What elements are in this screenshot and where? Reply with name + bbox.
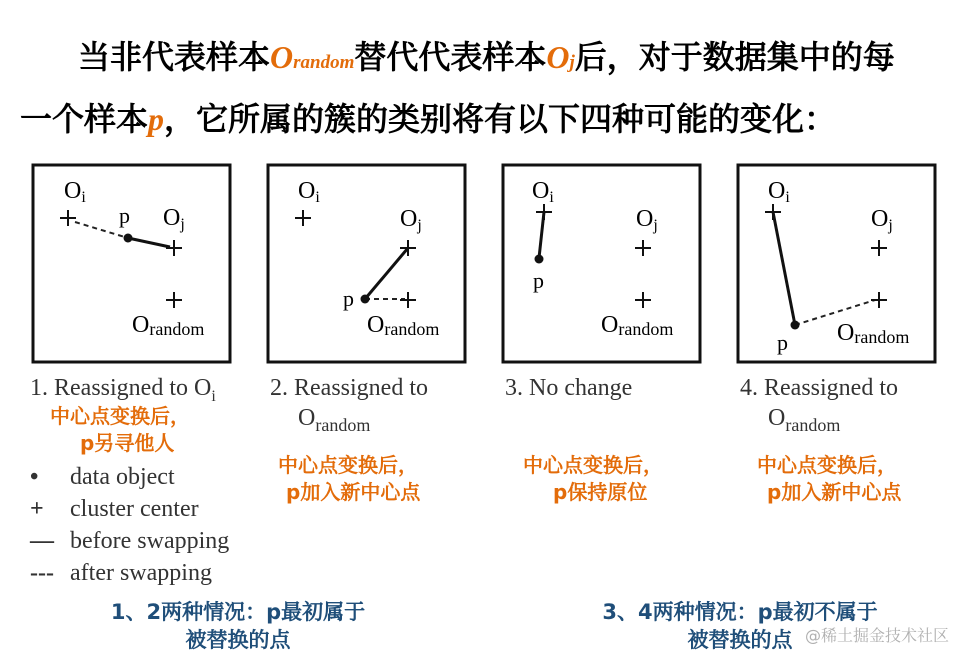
note-2 — [278, 452, 420, 506]
label-orandom: Orandom — [601, 312, 674, 339]
label-p: p — [119, 203, 130, 228]
legend-label: after swapping — [70, 560, 212, 586]
caption-4 — [740, 373, 898, 440]
legend-label: before swapping — [70, 528, 230, 554]
data-object-dot — [361, 295, 370, 304]
dot-icon: • — [30, 464, 39, 490]
center-oj-plus — [871, 240, 887, 256]
before-swap-line — [365, 248, 408, 299]
note-text: p另寻他人 — [80, 431, 175, 455]
caption-text: 3. No change — [505, 375, 633, 401]
caption-2 — [270, 373, 428, 440]
center-orandom-plus — [166, 292, 182, 308]
label-oj: Oj — [400, 206, 422, 234]
center-oj-plus — [635, 240, 651, 256]
note-4 — [757, 452, 901, 506]
label-oj: Oj — [636, 206, 658, 234]
legend-item-data-object — [30, 461, 229, 493]
note-text: p加入新中心点 — [767, 480, 902, 504]
summary-text: 被替换的点 — [687, 628, 793, 652]
panel-2 — [268, 165, 465, 362]
note-text: p加入新中心点 — [286, 480, 421, 504]
o-random-subscript: random — [293, 52, 355, 73]
caption-text: 2. Reassigned to — [270, 375, 428, 401]
label-oi: Oi — [298, 178, 320, 206]
center-orandom-plus — [635, 292, 651, 308]
label-orandom: Orandom — [132, 312, 205, 339]
heading-text: 替代代表样本 — [354, 38, 547, 76]
o-j-subscript: j — [569, 52, 575, 73]
label-p: p — [777, 330, 788, 355]
caption-text: O — [768, 405, 786, 431]
watermark: @稀土掘金技术社区 — [804, 626, 949, 645]
dashed-line-icon: --- — [30, 560, 54, 586]
caption-text: O — [298, 405, 316, 431]
legend-item-before-swapping — [30, 525, 229, 557]
label-oj: Oj — [871, 206, 893, 234]
label-oj: Oj — [163, 205, 185, 233]
heading-text: ，它所属的簇的类别将有以下四种可能的变化： — [164, 100, 837, 138]
label-orandom: Orandom — [367, 312, 440, 339]
before-swap-line — [539, 212, 544, 258]
note-text: 中心点变换后， — [50, 404, 190, 428]
caption-3 — [505, 373, 632, 403]
legend-item-after-swapping — [30, 557, 229, 589]
o-j-letter: O — [546, 39, 570, 75]
after-swap-line — [795, 300, 875, 325]
data-object-dot — [535, 255, 544, 264]
heading-text: 一个样本 — [20, 100, 149, 138]
before-swap-line — [128, 238, 170, 247]
center-oi-plus — [60, 210, 76, 226]
solid-line-icon: — — [30, 528, 54, 554]
data-object-dot — [124, 234, 133, 243]
p-symbol: p — [148, 101, 165, 137]
label-p: p — [533, 268, 544, 293]
panel-3 — [503, 165, 700, 362]
note-text: p保持原位 — [553, 480, 648, 504]
caption-text: 4. Reassigned to — [740, 375, 898, 401]
caption-subscript: random — [315, 414, 371, 435]
summary-text: 1、2两种情况：p最初属于 — [110, 600, 366, 624]
label-oi: Oi — [768, 178, 790, 206]
center-orandom-plus — [400, 292, 416, 308]
caption-subscript: i — [211, 387, 216, 405]
panel-4 — [738, 165, 935, 362]
legend-item-cluster-center — [30, 493, 229, 525]
note-1 — [50, 403, 190, 457]
heading-text: 后，对于数据集中的每 — [574, 38, 895, 76]
label-p: p — [343, 286, 354, 311]
o-random-letter: O — [270, 39, 294, 75]
summary-text: 3、4两种情况：p最初不属于 — [602, 600, 878, 624]
label-oi: Oi — [64, 178, 86, 206]
legend-label: cluster center — [70, 496, 199, 522]
caption-subscript: random — [785, 414, 841, 435]
note-3 — [523, 452, 663, 506]
plus-icon: + — [30, 496, 44, 522]
note-text: 中心点变换后， — [757, 453, 897, 477]
heading-text: 当非代表样本 — [78, 38, 271, 76]
center-oi-plus — [295, 210, 311, 226]
data-object-dot — [791, 321, 800, 330]
label-orandom: Orandom — [837, 320, 910, 347]
note-text: 中心点变换后， — [278, 453, 418, 477]
caption-text: 1. Reassigned to O — [30, 375, 212, 401]
label-oi: Oi — [532, 178, 554, 206]
legend-label: data object — [70, 464, 175, 490]
summary-text: 被替换的点 — [185, 628, 291, 652]
note-text: 中心点变换后， — [523, 453, 663, 477]
panel-1 — [33, 165, 230, 362]
summary-left — [88, 598, 388, 654]
center-orandom-plus — [871, 292, 887, 308]
legend — [30, 461, 229, 589]
before-swap-line — [773, 212, 795, 325]
